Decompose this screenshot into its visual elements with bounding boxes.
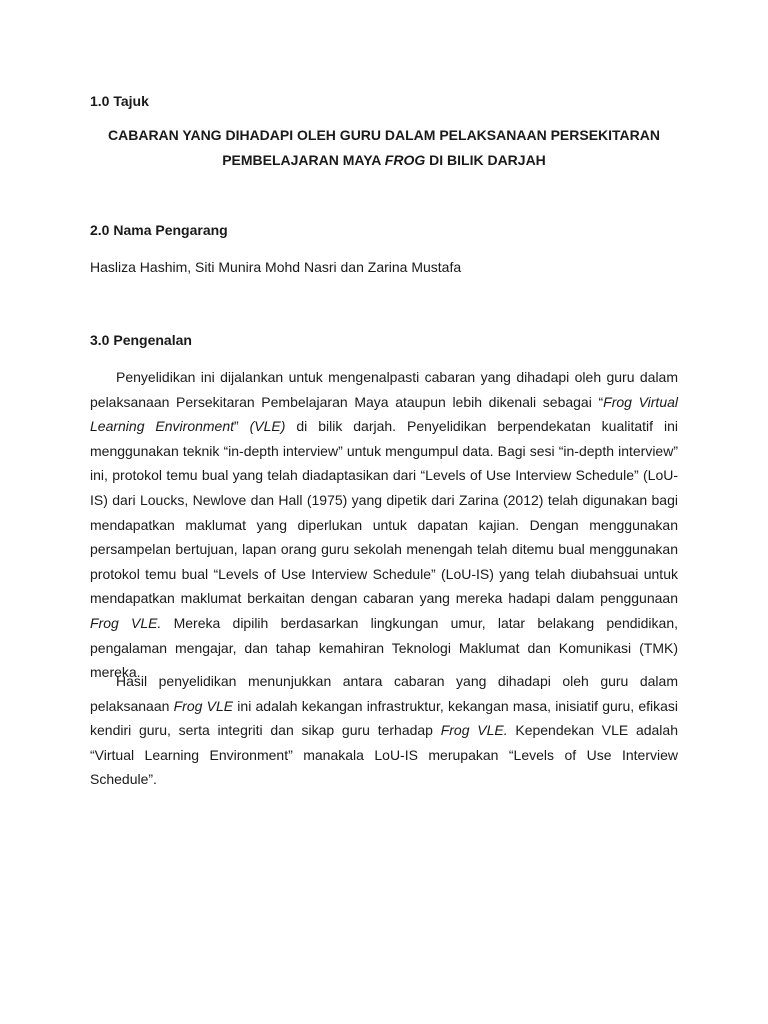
title-line-2 [60,148,708,173]
p2-text-b: ini adalah kekangan infrastruktur, kekangan masa, inisiatif guru, efikasi kendiri guru, serta integriti dan sikap guru terhadap [90,697,679,739]
intro-paragraph-2 [90,669,678,792]
title-line-1: CABARAN YANG DIHADAPI OLEH GURU DALAM PELAKSANAAN PERSEKITARAN [108,127,660,143]
title-line-2-post: DI BILIK DARJAH [425,152,546,168]
document-title [60,123,708,173]
p1-text-d: Mereka dipilih berdasarkan lingkungan umur, latar belakang pendidikan, pengalaman mengajar, dan tahap kemahiran Teknologi Maklumat dan Komunikasi (TMK) mereka. [90,614,678,681]
p1-emphasis-2: (VLE) [249,418,286,435]
intro-paragraph-1 [90,365,678,685]
author-names: Hasliza Hashim, Siti Munira Mohd Nasri dan Zarina Mustafa [90,259,462,275]
section-heading-tajuk: 1.0 Tajuk [90,93,149,109]
p1-text-a: Penyelidikan ini dijalankan untuk mengenalpasti cabaran yang dihadapi oleh guru dalam pelaksanaan Persekitaran Pembelajaran Maya ataupun lebih dikenali sebagai “ [90,369,678,410]
p2-text-c: Kependekan VLE adalah “Virtual Learning Environment” manakala LoU-IS merupakan “Levels of Use Interview Schedule”. [90,722,678,788]
p1-text-c: di bilik darjah. Penyelidikan berpendekatan kualitatif ini menggunakan teknik “in-depth interview” untuk mengumpul data. Bagi sesi “in-depth interview” ini, protokol temu bual yang telah diadaptasikan dari “Levels of Use Interview Schedule” (LoU-IS) dari Loucks, Newlove dan Hall (1975) yang dipetik dari Zarina (2012) telah digunakan bagi mendapatkan maklumat yang diperlukan untuk dapatan kajian. Dengan menggunakan persampelan bertujuan, lapan orang guru sekolah menengah telah ditemu bual menggunakan protokol temu bual “Levels of Use Interview Schedule” (LoU-IS) yang telah diubahsuai untuk mendapatkan maklumat berkaitan dengan cabaran yang mereka hadapi dalam penggunaan [90,418,678,607]
section-heading-pengenalan: 3.0 Pengenalan [90,332,192,348]
p2-emphasis-1: Frog VLE [173,697,234,714]
section-heading-nama-pengarang: 2.0 Nama Pengarang [90,222,228,238]
p1-text-b: ” [234,418,250,435]
p2-text-a: Hasil penyelidikan menunjukkan antara cabaran yang dihadapi oleh guru dalam pelaksanaan [90,673,678,714]
title-line-2-pre: PEMBELAJARAN MAYA [222,152,385,168]
title-line-2-emphasis: FROG [384,152,426,168]
p2-emphasis-2: Frog VLE. [440,722,508,739]
p1-emphasis-3: Frog VLE. [90,614,162,631]
p1-emphasis-1: Frog Virtual Learning Environment [90,393,679,435]
